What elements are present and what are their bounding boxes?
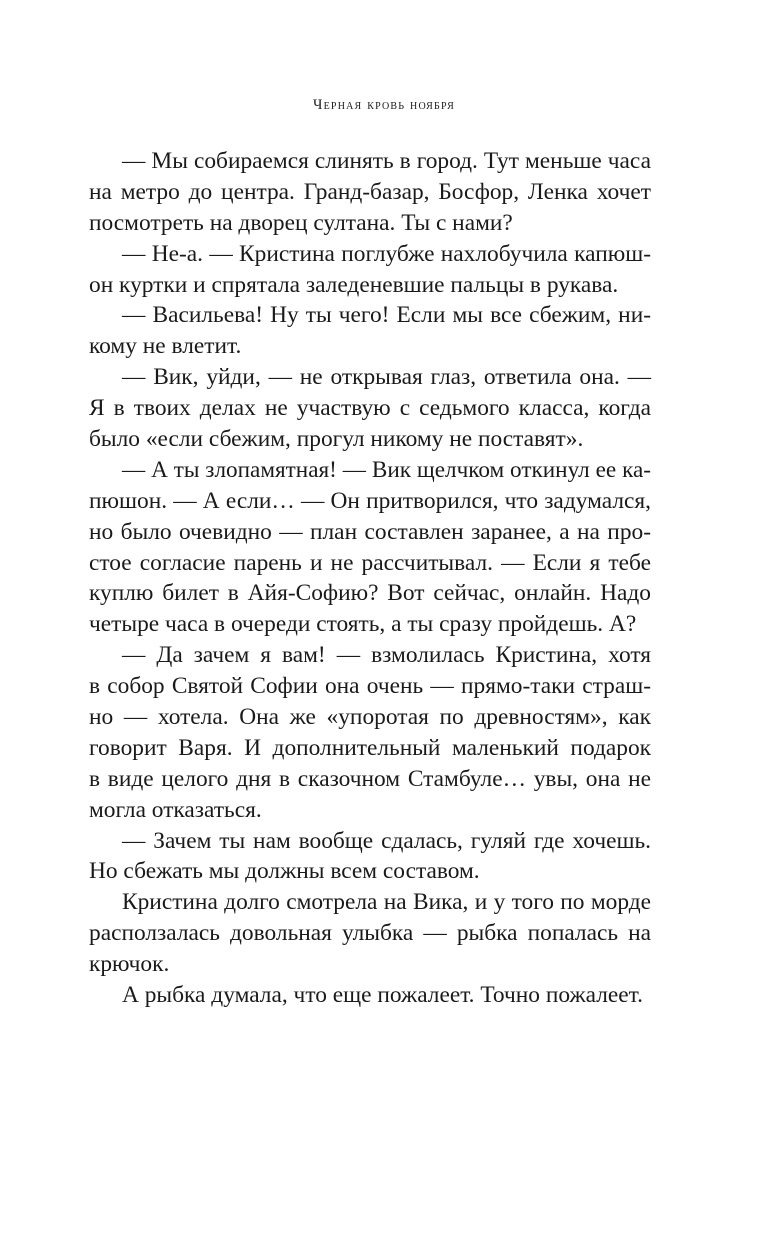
text-line: посмотреть на дворец султана. Ты с нами?	[89, 209, 513, 236]
text-line: Но сбежать мы должны всем составом.	[89, 858, 480, 885]
text-line: было «если сбежим, прогул никому не поставят».	[89, 426, 584, 453]
text-line: — Вик, уйди, — не открывая глаз, ответила она. —	[122, 364, 651, 391]
text-line: но было очевидно — план составлен заранее, а на про-	[89, 518, 651, 545]
body-text	[89, 146, 651, 1011]
text-line: на метро до центра. Гранд-базар, Босфор, Ленка хочет	[89, 178, 651, 205]
text-line: в собор Святой Софии она очень — прямо-таки страш-	[89, 673, 651, 700]
text-line: говорит Варя. И дополнительный маленький подарок	[89, 734, 651, 761]
text-line: — Васильева! Ну ты чего! Если мы все сбежим, ни-	[122, 302, 651, 329]
text-line: расползалась довольная улыбка — рыбка попалась на	[89, 920, 651, 947]
text-line: крючок.	[89, 951, 170, 978]
text-line: — А ты злопамятная! — Вик щелчком откинул ее ка-	[122, 456, 651, 483]
text-line: стое согласие парень и не рассчитывал. — Если я тебе	[89, 549, 651, 576]
text-line: Кристина долго смотрела на Вика, и у того по морде	[122, 889, 651, 916]
text-line: — Не-а. — Кристина поглубже нахлобучила капюш-	[122, 240, 651, 267]
text-line: он куртки и спрятала заледеневшие пальцы в рукава.	[89, 271, 619, 298]
text-line: пюшон. — А если… — Он притворился, что задумался,	[89, 487, 651, 514]
text-line: А рыбка думала, что еще пожалеет. Точно пожалеет.	[122, 982, 643, 1009]
text-line: но — хотела. Она же «упоротая по древностям», как	[89, 704, 651, 731]
running-title: Черная кровь ноября	[313, 97, 455, 113]
text-line: кому не влетит.	[89, 333, 242, 360]
text-line: — Зачем ты нам вообще сдалась, гуляй где хочешь.	[122, 827, 651, 854]
text-line: в виде целого дня в сказочном Стамбуле… увы, она не	[89, 765, 651, 792]
text-line: могла отказаться.	[89, 796, 262, 823]
text-line: четыре часа в очереди стоять, а ты сразу пройдешь. А?	[89, 611, 637, 638]
text-line: куплю билет в Айя-Софию? Вот сейчас, онлайн. Надо	[89, 580, 651, 607]
text-line: Я в твоих делах не участвую с седьмого класса, когда	[89, 395, 651, 422]
text-line: — Да зачем я вам! — взмолилась Кристина, хотя	[122, 642, 651, 669]
text-line: — Мы собираемся слинять в город. Тут меньше часа	[122, 148, 651, 174]
